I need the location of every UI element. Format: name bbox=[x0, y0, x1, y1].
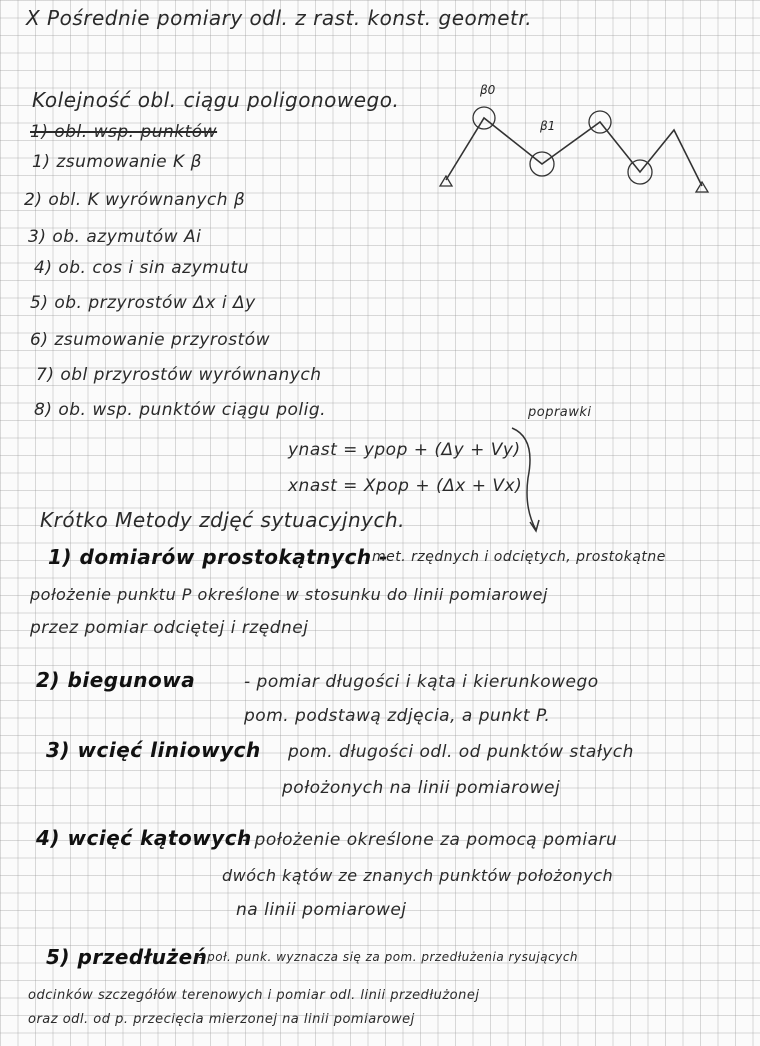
list-item: 4) ob. cos i sin azymutu bbox=[34, 258, 249, 278]
method-head: 5) przedłużeń bbox=[46, 945, 208, 969]
list-item: 2) obl. K wyrównanych β bbox=[24, 190, 246, 210]
annotation-corrections: poprawki bbox=[528, 405, 592, 420]
formula-x: xnast = Xpop + (Δx + Vx) bbox=[288, 476, 523, 496]
traverse-polyline bbox=[446, 118, 702, 186]
method-line: oraz odl. od p. przecięcia mierzonej na linii pomiarowej bbox=[28, 1012, 415, 1027]
control-point-triangle bbox=[440, 176, 452, 186]
method-head: 1) domiarów prostokątnych - bbox=[48, 545, 388, 569]
traverse-diagram bbox=[436, 80, 716, 200]
list-item: 7) obl przyrostów wyrównanych bbox=[36, 365, 322, 385]
method-line: - poł. punk. wyznacza się za pom. przedłużenia rysujących bbox=[198, 950, 579, 964]
method-line: - położenie określone za pomocą pomiaru bbox=[242, 830, 618, 850]
method-line: położonych na linii pomiarowej bbox=[282, 778, 561, 798]
method-head: 3) wcięć liniowych bbox=[46, 738, 261, 762]
section-title-polygon: Kolejność obl. ciągu poligonowego. bbox=[32, 88, 400, 112]
annotation-arrow bbox=[506, 418, 546, 538]
method-line: na linii pomiarowej bbox=[236, 900, 407, 920]
list-item: 8) ob. wsp. punktów ciągu polig. bbox=[34, 400, 327, 420]
method-line: pom. podstawą zdjęcia, a punkt P. bbox=[244, 706, 551, 726]
list-item: 5) ob. przyrostów Δx i Δy bbox=[30, 293, 256, 313]
method-line: przez pomiar odciętej i rzędnej bbox=[30, 618, 309, 638]
method-line: - pomiar długości i kąta i kierunkowego bbox=[244, 672, 599, 692]
formula-y: ynast = ypop + (Δy + Vy) bbox=[288, 440, 521, 460]
struck-item: 1) obl. wsp. punktów bbox=[30, 122, 218, 142]
method-line: pom. długości odl. od punktów stałych bbox=[288, 742, 634, 762]
list-item: 3) ob. azymutów Ai bbox=[28, 227, 202, 247]
method-line: odcinków szczegółów terenowych i pomiar odl. linii przedłużonej bbox=[28, 988, 480, 1003]
control-point-triangle bbox=[696, 182, 708, 192]
header-note: X Pośrednie pomiary odl. z rast. konst. geometr. bbox=[26, 6, 533, 30]
list-item: 6) zsumowanie przyrostów bbox=[30, 330, 271, 350]
method-line: położenie punktu P określone w stosunku do linii pomiarowej bbox=[30, 585, 548, 604]
method-head: 4) wcięć kątowych bbox=[36, 826, 252, 850]
section-title-methods: Krótko Metody zdjęć sytuacyjnych. bbox=[40, 508, 405, 532]
method-line: met. rzędnych i odciętych, prostokątne bbox=[372, 549, 666, 565]
method-line: dwóch kątów ze znanych punktów położonych bbox=[222, 866, 614, 885]
list-item: 1) zsumowanie K β bbox=[32, 152, 202, 172]
beta0-label: β0 bbox=[480, 83, 496, 97]
method-head: 2) biegunowa bbox=[36, 668, 196, 692]
beta1-label: β1 bbox=[540, 119, 556, 133]
